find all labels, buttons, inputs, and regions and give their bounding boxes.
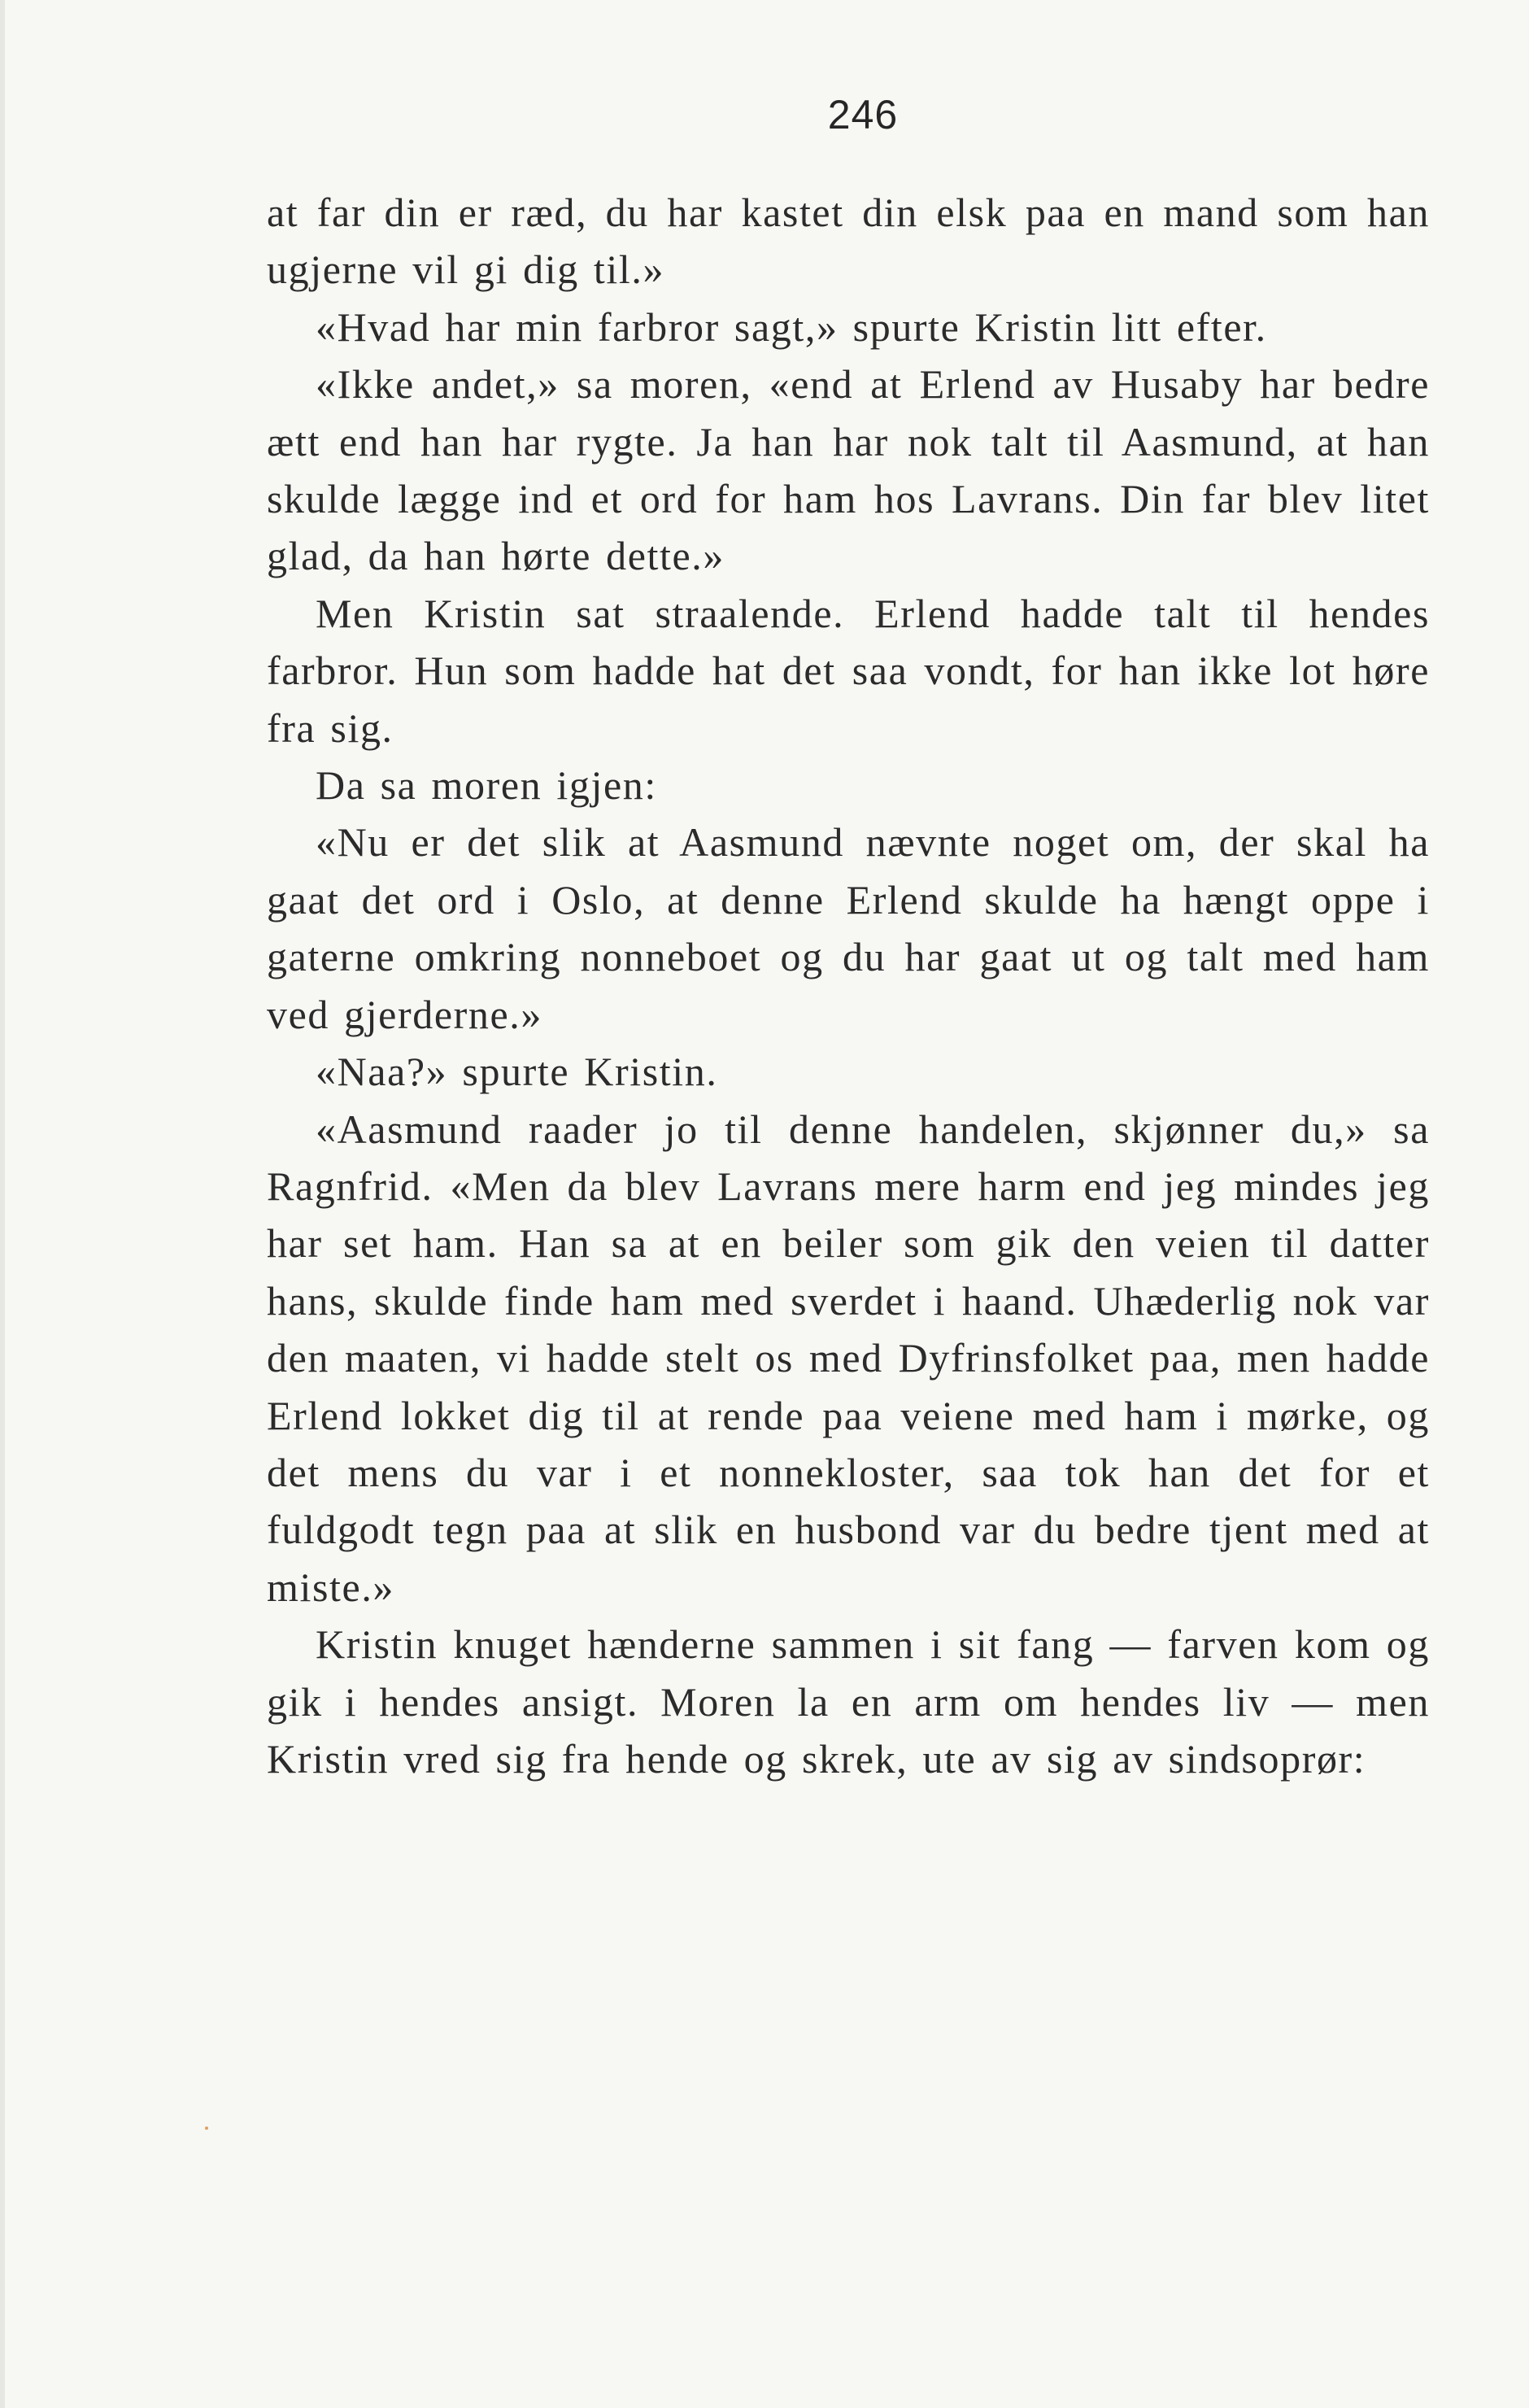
paragraph-continued: at far din er ræd, du har kastet din elsk paa en mand som han ugjerne vil gi dig til.» bbox=[267, 190, 1430, 293]
paragraph: Kristin knuget hænderne sammen i sit fang — farven kom og gik i hendes ansigt. Moren la en arm om hendes liv — men Kristin vred sig fra hende og skrek, ute av sig av sindsoprør: bbox=[267, 1621, 1430, 1782]
paragraph: «Naa?» spurte Kristin. bbox=[316, 1049, 718, 1095]
page-number: 246 bbox=[827, 92, 899, 137]
paragraph: «Hvad har min farbror sagt,» spurte Kristin litt efter. bbox=[316, 303, 1267, 350]
paragraph: «Aasmund raader jo til denne handelen, skjønner du,» sa Ragnfrid. «Men da blev Lavrans mere harm end jeg mindes jeg har set ham. Han sa at en beiler som gik den veien til datter hans, skulde finde ham med sverdet i haand. Uhæderlig nok var den maaten, vi hadde stelt os med Dyfrinsfolket paa, men hadde Erlend lokket dig til at rende paa veiene med ham i mørke, og det mens du var i et nonnekloster, saa tok han det for et fuldgodt tegn paa at slik en husbond var du bedre tjent med at miste.» bbox=[267, 1106, 1430, 1610]
paragraph: Men Kristin sat straalende. Erlend hadde talt til hendes farbror. Hun som hadde hat det saa vondt, for han ikke lot høre fra sig. bbox=[267, 590, 1430, 751]
paragraph: Da sa moren igjen: bbox=[316, 762, 657, 809]
paragraph: «Nu er det slik at Aasmund nævnte noget om, der skal ha gaat det ord i Oslo, at denne Erlend skulde ha hængt oppe i gaterne omkring nonneboet og du har gaat ut og talt med ham ved gjerderne.» bbox=[267, 819, 1430, 1037]
body-text bbox=[267, 184, 1430, 1787]
paper-speck bbox=[205, 2127, 208, 2130]
paragraph: «Ikke andet,» sa moren, «end at Erlend av Husaby har bedre ætt end han har rygte. Ja han har nok talt til Aasmund, at han skulde lægge ind et ord for ham hos Lavrans. Din far blev litet glad, da han hørte dette.» bbox=[267, 361, 1430, 579]
